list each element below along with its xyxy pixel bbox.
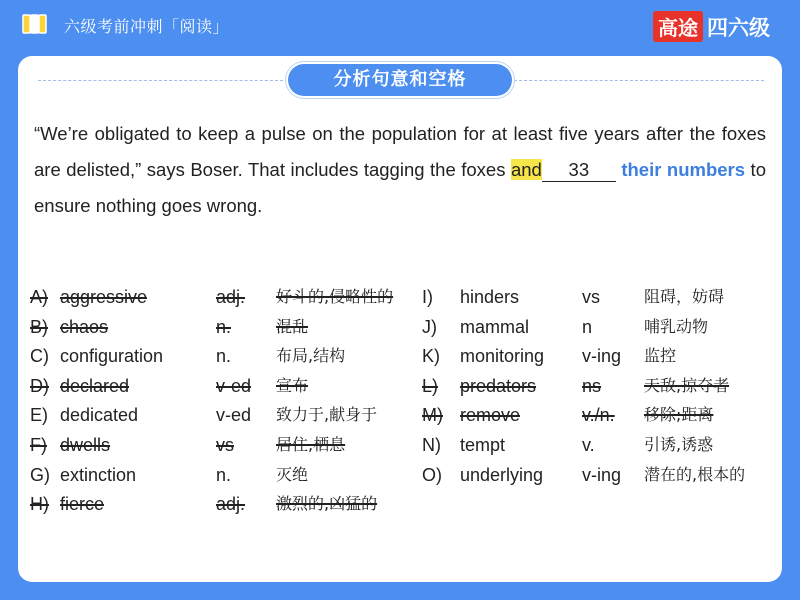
option-word: dwells <box>60 435 111 455</box>
option-meaning: 灭绝 <box>276 464 309 484</box>
answer-blank[interactable]: 33 <box>542 159 616 182</box>
passage-end: to ensure nothing goes wrong. <box>34 159 766 216</box>
highlighted-word: and <box>510 159 542 180</box>
option-pos: vs <box>582 287 600 307</box>
option-meaning: 布局,结构 <box>276 346 346 366</box>
option-letter: J) <box>422 316 437 337</box>
option-meaning: 监控 <box>644 346 677 366</box>
option-meaning: 好斗的,侵略性的 <box>276 287 394 306</box>
option-word: underlying <box>460 464 544 485</box>
vocab-row-right <box>30 312 770 342</box>
option-meaning: 潜在的,根本的 <box>644 464 746 484</box>
option-pos: adj. <box>216 287 246 307</box>
option-letter: F) <box>30 435 47 455</box>
logo-white-text: 四六级 <box>707 15 770 40</box>
option-pos: v-ed <box>216 405 252 426</box>
option-letter: K) <box>422 346 440 367</box>
option-letter: L) <box>422 375 439 396</box>
option-meaning: 移除;距离 <box>644 405 714 425</box>
option-word: chaos <box>60 316 109 337</box>
option-letter: N) <box>422 435 441 455</box>
passage-text: “We’re obligated to keep a pulse on the population for at least five years after the foxes are delisted,” says Boser. That includes tagging the foxes <box>34 123 766 180</box>
option-letter: H) <box>30 494 49 515</box>
option-word: aggressive <box>60 287 148 307</box>
option-letter: I) <box>422 287 433 307</box>
option-pos: n <box>582 316 593 337</box>
option-word: predators <box>460 375 537 396</box>
option-pos: v./n. <box>582 405 615 426</box>
header-title: 六级考前冲刺「阅读」 <box>64 17 230 36</box>
option-letter: A) <box>30 287 48 307</box>
option-word: declared <box>60 375 130 396</box>
vocab-row-right <box>30 400 770 430</box>
vocab-row-left <box>30 489 770 519</box>
option-pos: adj. <box>216 494 246 515</box>
option-meaning: 天敌,掠夺者 <box>644 375 730 395</box>
option-pos: n. <box>216 464 232 485</box>
option-letter: O) <box>422 464 442 485</box>
option-word: remove <box>460 405 521 426</box>
option-word: hinders <box>460 287 520 307</box>
option-meaning: 混乱 <box>276 316 309 336</box>
option-word: extinction <box>60 464 137 485</box>
option-letter: B) <box>30 316 48 337</box>
option-letter: C) <box>30 346 49 367</box>
option-word: monitoring <box>460 346 545 367</box>
option-letter: G) <box>30 464 50 485</box>
option-letter: D) <box>30 375 49 396</box>
option-pos: vs <box>216 435 234 455</box>
option-word: mammal <box>460 316 530 337</box>
option-meaning: 哺乳动物 <box>644 316 709 336</box>
option-meaning: 致力于,献身于 <box>276 405 378 425</box>
option-pos: v-ed <box>216 375 252 396</box>
option-pos: n. <box>216 346 232 367</box>
option-word: dedicated <box>60 405 139 426</box>
vocab-row-right <box>30 460 770 490</box>
vocab-row-right <box>30 430 770 460</box>
vocab-row-right <box>30 371 770 401</box>
option-meaning: 激烈的,凶猛的 <box>276 494 378 514</box>
content-card <box>18 56 782 582</box>
option-meaning: 阻碍，妨碍 <box>644 287 725 306</box>
divider-left <box>38 80 288 81</box>
top-bar <box>0 0 800 48</box>
blue-word-numbers: numbers <box>666 159 746 180</box>
brand-logo <box>653 11 770 42</box>
passage <box>34 116 766 224</box>
section-title: 分析句意和空格 <box>288 64 512 96</box>
option-pos: v. <box>582 435 595 455</box>
vocab-row-right <box>30 282 770 312</box>
option-pos: n. <box>216 316 232 337</box>
option-word: configuration <box>60 346 164 367</box>
vocab-row-right <box>30 341 770 371</box>
option-letter: M) <box>422 405 443 426</box>
option-word: fierce <box>60 494 105 515</box>
option-meaning: 居住,栖息 <box>276 435 346 454</box>
option-word: tempt <box>460 435 506 455</box>
divider-right <box>514 80 764 81</box>
blue-word-their: their <box>621 159 662 180</box>
logo-red-text: 高途 <box>653 11 703 42</box>
option-meaning: 引诱,诱惑 <box>644 435 714 454</box>
option-pos: v-ing <box>582 464 622 485</box>
option-pos: ns <box>582 375 602 396</box>
book-icon <box>22 13 48 35</box>
option-letter: E) <box>30 405 48 426</box>
option-pos: v-ing <box>582 346 622 367</box>
option-meaning: 宣布 <box>276 375 309 395</box>
